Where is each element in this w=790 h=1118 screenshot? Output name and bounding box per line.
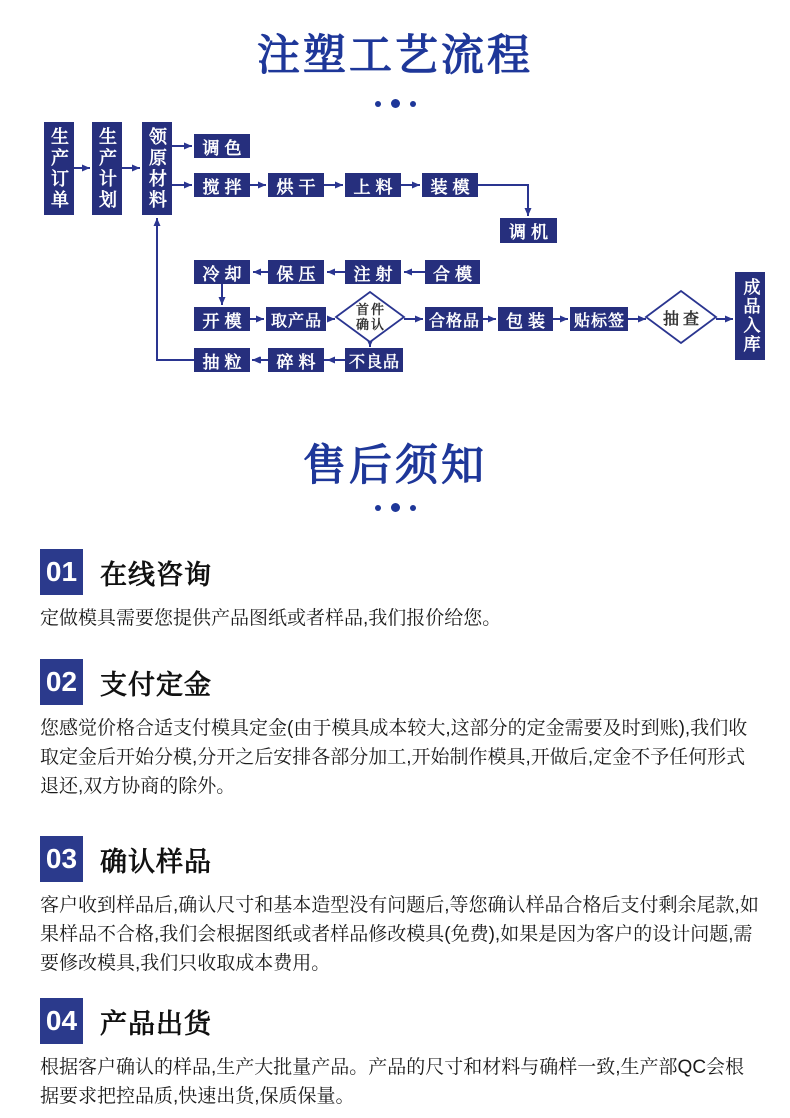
page-title-process: 注塑工艺流程 [257, 32, 533, 80]
section-online-consult [40, 549, 762, 633]
flow-node-injection: 注射 [345, 260, 401, 284]
flow-node-stirring: 搅拌 [194, 173, 250, 197]
flow-node-production-plan: 生产计划 [92, 122, 122, 215]
flow-node-production-order: 生产订单 [44, 122, 74, 215]
section-header [40, 549, 762, 595]
process-flowchart [0, 118, 790, 380]
flow-node-take-product: 取产品 [266, 307, 326, 331]
section-header [40, 836, 762, 882]
dot-icon [391, 99, 400, 108]
title-divider-dots [0, 99, 790, 108]
flow-node-pressure-holding: 保压 [268, 260, 324, 284]
flow-node-color-mixing: 调色 [194, 134, 250, 158]
section-title: 产品出货 [100, 1008, 212, 1039]
flow-node-labeling: 贴标签 [570, 307, 628, 331]
section-number-badge: 03 [40, 836, 83, 882]
section-body-text: 您感觉价格合适支付模具定金(由于模具成本较大,这部分的定金需要及时到账),我们收取定金后开始分模,分开之后安排各部分加工,开始制作模具,开做后,定金不予任何形式退还,双方协商的除外。 [40, 718, 748, 797]
section-number-badge: 01 [40, 549, 83, 595]
flow-node-get-raw-material: 领原材料 [142, 122, 172, 215]
section-confirm-sample [40, 836, 762, 978]
flow-node-qualified-product: 合格品 [425, 307, 483, 331]
section-header [40, 659, 762, 705]
section-number-badge: 02 [40, 659, 83, 705]
flow-node-packaging: 包装 [498, 307, 553, 331]
dot-icon [410, 505, 416, 511]
section-product-shipment [40, 998, 762, 1111]
page-title-aftersales: 售后须知 [303, 442, 487, 490]
section-title: 在线咨询 [100, 559, 212, 590]
dot-icon [410, 101, 416, 107]
section-header [40, 998, 762, 1044]
flow-node-loading: 上料 [345, 173, 401, 197]
flow-node-drying: 烘干 [268, 173, 324, 197]
flow-node-cooling: 冷却 [194, 260, 250, 284]
spot-check-label: 抽查 [662, 310, 703, 328]
flow-node-finished-warehouse: 成品入库 [735, 272, 765, 360]
flow-node-defective-product: 不良品 [345, 348, 403, 372]
flow-node-mold-clamping: 合模 [425, 260, 480, 284]
dot-icon [375, 101, 381, 107]
section-pay-deposit [40, 659, 762, 801]
flow-node-mold-install: 装模 [422, 173, 478, 197]
section-title: 支付定金 [100, 669, 212, 700]
flow-node-mold-open: 开模 [194, 307, 250, 331]
dot-icon [375, 505, 381, 511]
section-body-text: 客户收到样品后,确认尺寸和基本造型没有问题后,等您确认样品合格后支付剩余尾款,如果样品不合格,我们会根据图纸或者样品修改模具(免费),如果是因为客户的设计问题,需要修改模具,我们只收取成本费用。 [40, 895, 759, 974]
section-number-badge: 04 [40, 998, 83, 1044]
first-article-confirm-label: 首件 确认 [355, 302, 386, 332]
flow-node-regranulate: 抽粒 [194, 348, 250, 372]
flow-node-machine-adjust: 调机 [500, 218, 557, 243]
dot-icon [391, 503, 400, 512]
flow-node-crushing: 碎料 [268, 348, 324, 372]
section-body-text: 定做模具需要您提供产品图纸或者样品,我们报价给您。 [40, 608, 502, 629]
section-title: 确认样品 [100, 846, 212, 877]
section-body-text: 根据客户确认的样品,生产大批量产品。产品的尺寸和材料与确样一致,生产部QC会根据要求把控品质,快速出货,保质保量。 [40, 1057, 745, 1107]
title-divider-dots [0, 503, 790, 512]
